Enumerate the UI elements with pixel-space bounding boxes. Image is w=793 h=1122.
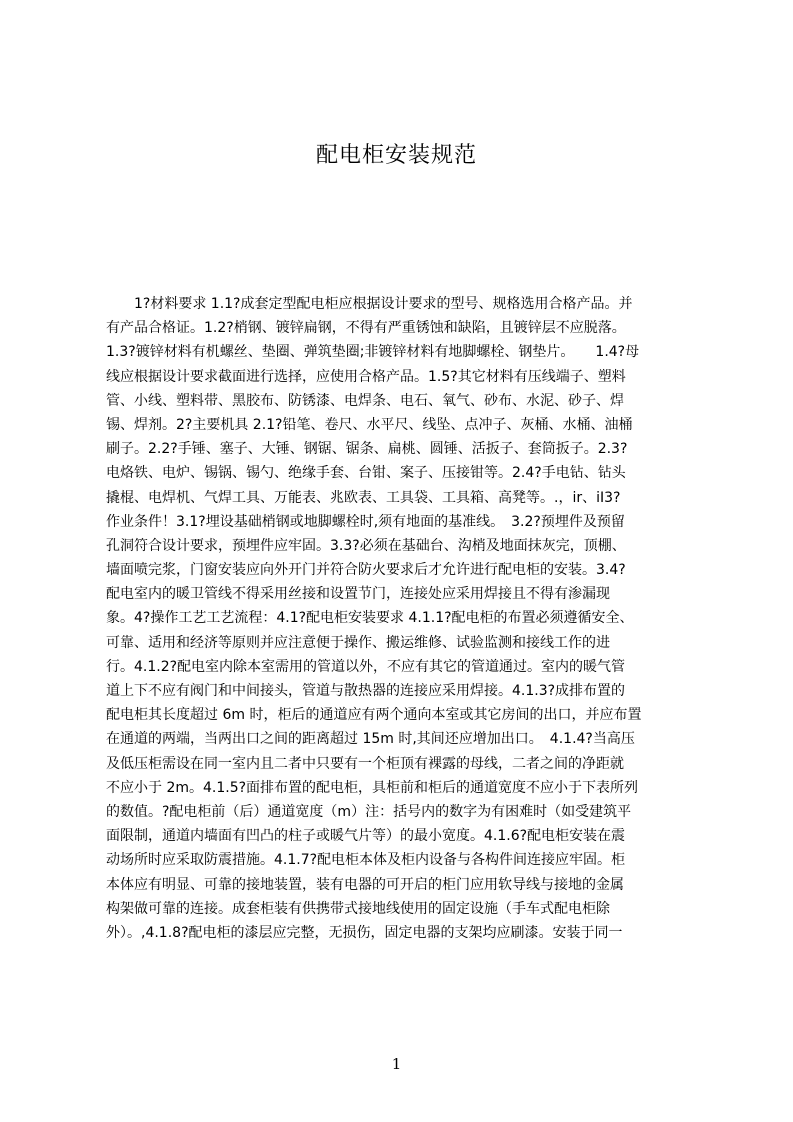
body-line: 构架做可靠的连接。成套柜装有供携带式接地线使用的固定设施（手车式配电柜除 (106, 900, 610, 917)
body-line: 1?材料要求 1.1?成套定型配电柜应根据设计要求的型号、规格选用合格产品。并 (134, 296, 633, 312)
body-line: 及低压柜需设在同一室内且二者中只要有一个柜顶有裸露的母线，二者之间的净距就 (106, 755, 624, 772)
body-line: 1.3?镀锌材料有机螺丝、垫圈、弹筑垫圈;非镀锌材料有地脚螺栓、钢垫片。 1.4?母 (106, 344, 640, 361)
body-line: 的数值。?配电柜前（后）通道宽度（m）注：括号内的数字为有困难时（如受建筑平 (106, 803, 632, 820)
body-line: 本体应有明显、可靠的接地装置，装有电器的可开启的柜门应用软导线与接地的金属 (106, 876, 624, 893)
body-line: 道上下不应有阀门和中间接头，管道与散热器的连接应采用焊接。4.1.3?成排布置的 (106, 683, 626, 699)
body-line: 孔洞符合设计要求，预埋件应牢固。3.3?必须在基础台、沟梢及地面抹灰完，顶棚、 (106, 537, 626, 554)
body-line: 象。4?操作工艺工艺流程：4.1?配电柜安装要求 4.1.1?配电柜的布置必须遵循安全、 (106, 610, 634, 627)
body-line: 墙面喷完浆，门窗安装应向外开门并符合防火要求后才允许进行配电柜的安装。3.4? (106, 562, 626, 579)
body-line: 锡、焊剂。2?主要机具 2.1?铅笔、卷尺、水平尺、线坠、点冲子、灰桶、水桶、油桶 (106, 416, 633, 433)
body-line: 有产品合格证。1.2?梢钢、镀锌扁钢，不得有严重锈蚀和缺陷，且镀锌层不应脱落。 (106, 320, 626, 337)
body-line: 电烙铁、电炉、锡锅、锡勺、绝缘手套、台钳、案子、压接钳等。2.4?手电钻、钻头 (106, 465, 626, 482)
document-body (106, 292, 696, 945)
page-number: 1 (391, 1055, 402, 1073)
body-line: 管、小线、塑料带、黑胶布、防锈漆、电焊条、电石、氧气、砂布、水泥、砂子、焊 (106, 392, 624, 409)
body-line: 刷子。2.2?手锤、塞子、大锤、钢锯、锯条、扁桃、圆锤、活扳子、套筒扳子。2.3? (106, 441, 628, 458)
body-line: 撬棍、电焊机、气焊工具、万能表、兆欧表、工具袋、工具箱、高凳等。.，ir、iI3? (106, 489, 621, 506)
body-line: 配电室内的暖卫管线不得采用丝接和设置节门，连接处应采用焊接且不得有渗漏现 (106, 586, 610, 603)
body-line: 配电柜其长度超过 6m 时，柜后的通道应有两个通向本室或其它房间的出口，并应布置 (106, 707, 642, 724)
body-line: 动场所时应采取防震措施。4.1.7?配电柜本体及柜内设备与各构件间连接应牢固。柜 (106, 852, 626, 869)
body-line: 面限制，通道内墙面有凹凸的柱子或暖气片等）的最小宽度。4.1.6?配电柜安装在震 (106, 828, 626, 845)
body-line: 作业条件！3.1?埋设基础梢钢或地脚螺栓时,须有地面的基准线。 3.2?预埋件及预留 (106, 513, 625, 530)
body-line: 在通道的两端，当两出口之间的距离超过 15m 时,其间还应增加出口。 4.1.4?当高压 (106, 731, 635, 748)
body-line: 线应根据设计要求截面进行选择，应使用合格产品。1.5?其它材料有压线端子、塑料 (106, 368, 626, 385)
body-line: 外）。,4.1.8?配电柜的漆层应完整，无损伤，固定电器的支架均应刷漆。安装于同一 (106, 924, 623, 941)
document-title: 配电柜安装规范 (315, 143, 477, 168)
body-line: 不应小于 2m。4.1.5?面排布置的配电柜，具柜前和柜后的通道宽度不应小于下表所列 (106, 779, 639, 796)
body-line: 可靠、适用和经济等原则并应注意便于操作、搬运维修、试验监测和接线工作的进 (106, 634, 610, 651)
body-line: 行。4.1.2?配电室内除本室需用的管道以外，不应有其它的管道通过。室内的暖气管 (106, 658, 626, 675)
